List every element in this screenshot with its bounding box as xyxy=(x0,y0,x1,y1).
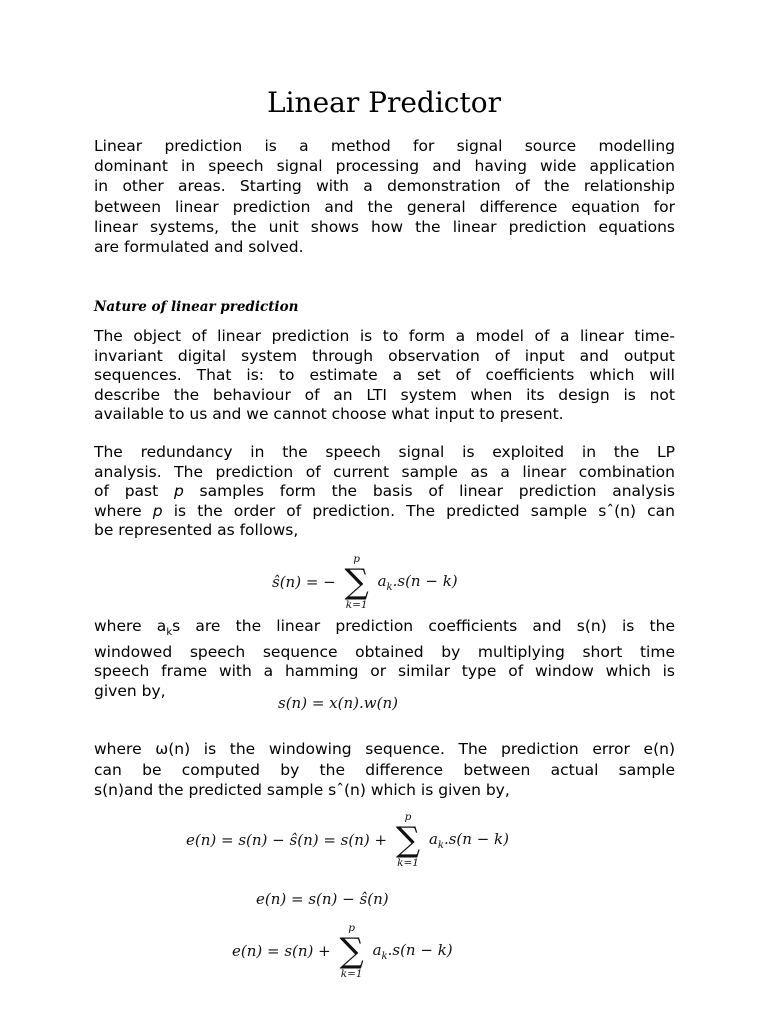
intro-line: dominant in speech signal processing and having wide application xyxy=(94,157,675,176)
coefficients-line: speech frame with a hamming or similar type of window which is xyxy=(94,662,675,681)
equation-predicted-sample: ŝ(n) = − p ∑ k=1 $a_k.s(n - k)$ xyxy=(272,553,458,611)
redundancy-line: The redundancy in the speech signal is exploited in the LP xyxy=(94,443,675,461)
redundancy-line: where p is the order of prediction. The predicted sample sˆ(n) can xyxy=(94,501,675,520)
prediction-error-line: can be computed by the difference between actual sample xyxy=(94,760,675,779)
nature-line: describe the behaviour of an LTI system when its design is not xyxy=(94,385,675,404)
nature-line: sequences. That is: to estimate a set of coefficients which will xyxy=(94,366,675,385)
equation-prediction-error: e(n) = s(n) − ŝ(n) xyxy=(256,890,389,908)
coefficients-line: given by, xyxy=(94,681,166,700)
prediction-error-paragraph xyxy=(94,739,675,801)
redundancy-paragraph xyxy=(94,443,675,541)
page-title: Linear Predictor xyxy=(267,86,501,119)
prediction-error-line: s(n)and the predicted sample sˆ(n) which is given by, xyxy=(94,781,510,799)
prediction-error-line: where ω(n) is the windowing sequence. The prediction error e(n) xyxy=(94,740,675,758)
redundancy-line: of past p samples form the basis of linear prediction analysis xyxy=(94,482,675,501)
intro-line: are formulated and solved. xyxy=(94,238,304,257)
equation-prediction-error-full: e(n) = s(n) − ŝ(n) = s(n) + p ∑ k=1 $a_k.s(n - k)$ xyxy=(186,811,509,869)
redundancy-line: analysis. The prediction of current sample as a linear combination xyxy=(94,462,675,481)
intro-line: in other areas. Starting with a demonstration of the relationship xyxy=(94,177,675,196)
nature-line: available to us and we cannot choose what input to present. xyxy=(94,405,564,424)
nature-paragraph xyxy=(94,327,675,425)
nature-line: invariant digital system through observation of input and output xyxy=(94,346,675,365)
intro-line: between linear prediction and the general difference equation for xyxy=(94,197,675,216)
equation-windowed-signal: s(n) = x(n).w(n) xyxy=(278,694,398,712)
coefficients-paragraph xyxy=(94,617,675,701)
intro-line: linear systems, the unit shows how the linear prediction equations xyxy=(94,217,675,236)
equation-prediction-error-sum: e(n) = s(n) + p ∑ k=1 $a_k.s(n - k)$ xyxy=(232,922,453,980)
intro-line: Linear prediction is a method for signal source modelling xyxy=(94,137,675,155)
coefficients-line: windowed speech sequence obtained by multiplying short time xyxy=(94,642,675,661)
section-heading: Nature of linear prediction xyxy=(94,299,299,315)
nature-line: The object of linear prediction is to form a model of a linear time- xyxy=(94,327,675,345)
intro-paragraph xyxy=(94,136,675,257)
redundancy-line: be represented as follows, xyxy=(94,521,299,540)
coefficients-line: where $a_ks$ are the linear prediction coefficients and s(n) is the xyxy=(94,617,675,639)
